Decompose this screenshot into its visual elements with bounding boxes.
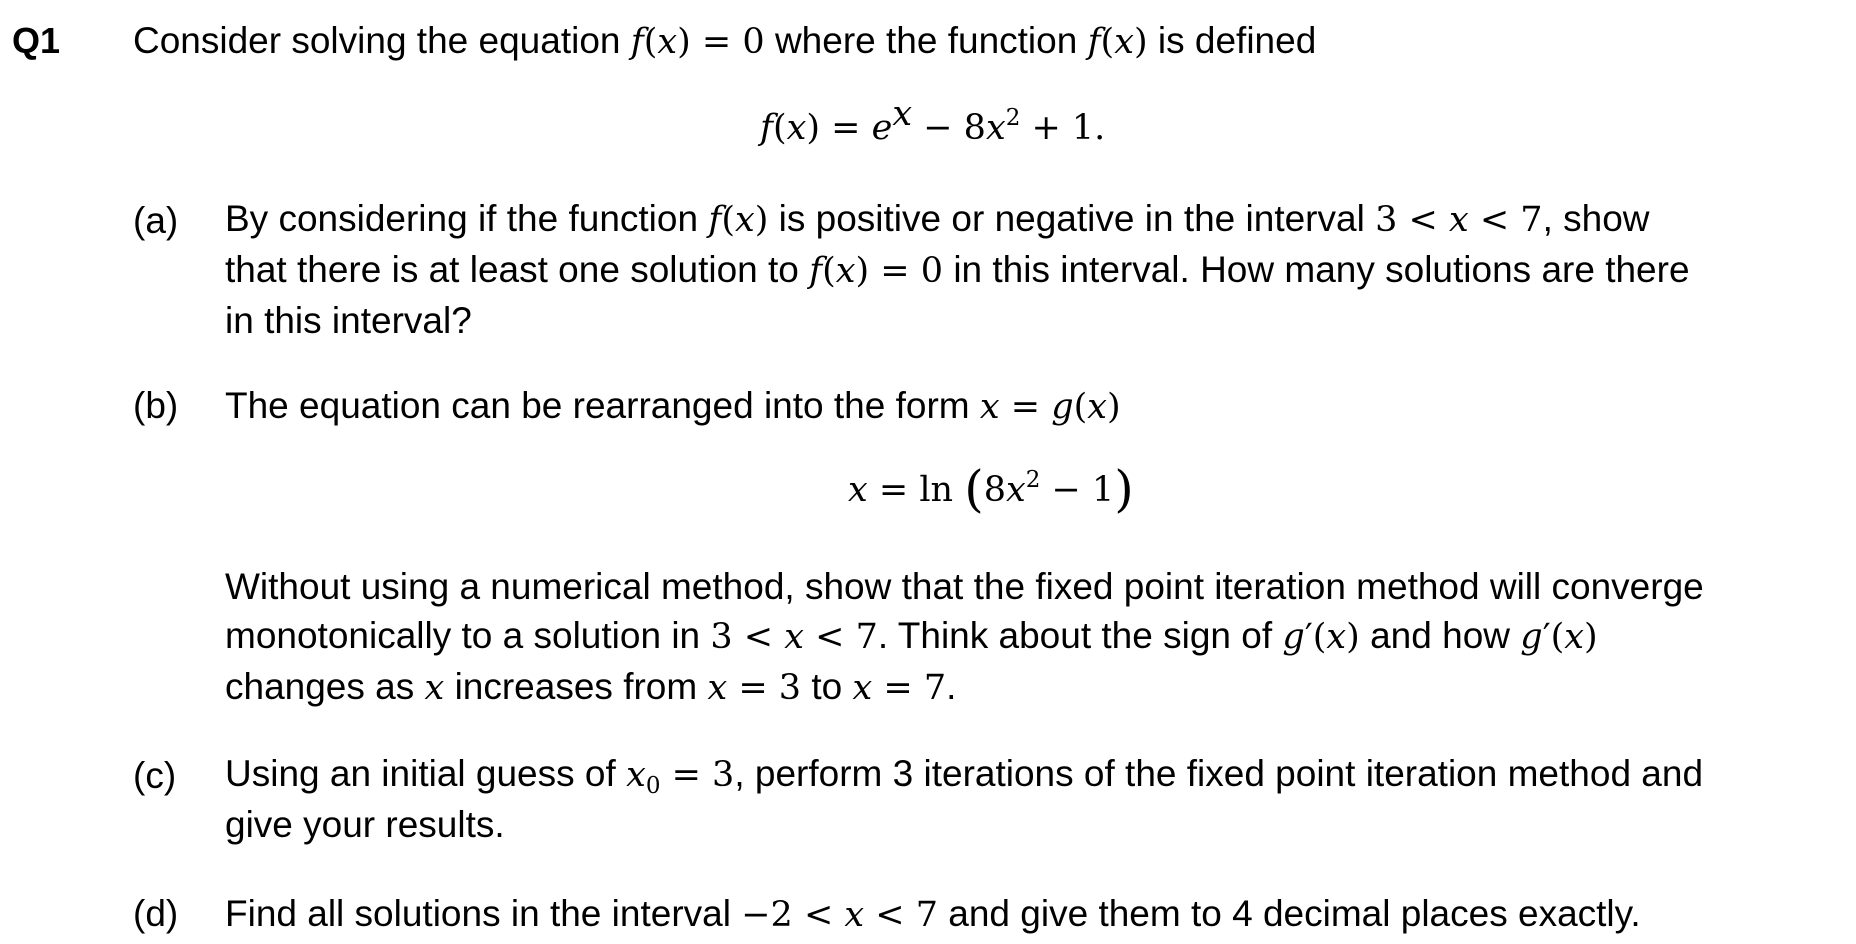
part-b-intro: The equation can be rearranged into the form x = g(x) xyxy=(225,385,1121,427)
part-d-text-1: Find all solutions in the interval xyxy=(225,893,731,934)
part-a-text-6: in this interval? xyxy=(225,300,472,341)
part-b-text-4: . Think about the sign of xyxy=(877,615,1273,656)
part-a-text-2: is positive or negative in the interval xyxy=(778,198,1365,239)
part-b-text-1: The equation can be rearranged into the form xyxy=(225,385,970,426)
part-b-text-8: to xyxy=(811,666,843,707)
part-b-label: (b) xyxy=(133,385,179,426)
equation-f-definition: $f(x) = e^x - 8x^2 + 1$. xyxy=(760,94,1106,148)
part-b-text-6: changes as xyxy=(225,666,415,707)
part-c-text-1: Using an initial guess of xyxy=(225,753,616,794)
intro-text-3: is defined xyxy=(1157,20,1317,61)
question-intro xyxy=(133,20,1316,62)
part-a-text-3: , show xyxy=(1542,198,1650,239)
part-b-text-9: . xyxy=(946,666,957,707)
math-f-x: f(x) xyxy=(1087,22,1148,62)
part-a-text-1: By considering if the function xyxy=(225,198,699,239)
part-c-label: (c) xyxy=(133,755,177,796)
part-b-text-2: Without using a numerical method, show that the fixed point iteration method will converge xyxy=(225,566,1704,607)
question-number: Q1 xyxy=(12,20,61,61)
part-a-text-4: that there is at least one solution to xyxy=(225,249,799,290)
equation-g-definition: $x = \ln (8x^2 - 1)$ xyxy=(848,460,1134,518)
part-b-text-3: monotonically to a solution in xyxy=(225,615,701,656)
part-d-label: (d) xyxy=(133,893,179,934)
part-d-text: Find all solutions in the interval −2 < x < 7 and give them to 4 decimal places exactly. xyxy=(225,893,1641,935)
intro-text-2: where the function xyxy=(774,20,1078,61)
part-b-text-7: increases from xyxy=(454,666,698,707)
part-d-text-2: and give them to 4 decimal places exactly. xyxy=(948,893,1641,934)
part-b-text: Without using a numerical method, show that the fixed point iteration method will converge monotonically to a solution in 3 < x < 7. Think about the sign of g′(x) and how g′(x) changes as x increases from x = 3 to x = 7. xyxy=(225,566,1704,708)
part-a-text: By considering if the function f(x) is positive or negative in the interval 3 < x < 7, show that there is at least one solution to f(x) = 0 in this interval. How many solutions are there in this interval? xyxy=(225,198,1690,341)
part-b-text-5: and how xyxy=(1370,615,1510,656)
part-a-label: (a) xyxy=(133,200,179,241)
part-c-text: Using an initial guess of $x_0 = 3$, perform 3 iterations of the fixed point iteration method and give your results. xyxy=(225,753,1704,845)
intro-text: Consider solving the equation xyxy=(133,20,621,61)
part-c-text-2: , perform 3 iterations of the fixed point iteration method and xyxy=(734,753,1704,794)
part-a-text-5: in this interval. How many solutions are there xyxy=(953,249,1690,290)
math-f-eq-0: f(x) = 0 xyxy=(630,22,765,62)
part-c-text-3: give your results. xyxy=(225,804,505,845)
